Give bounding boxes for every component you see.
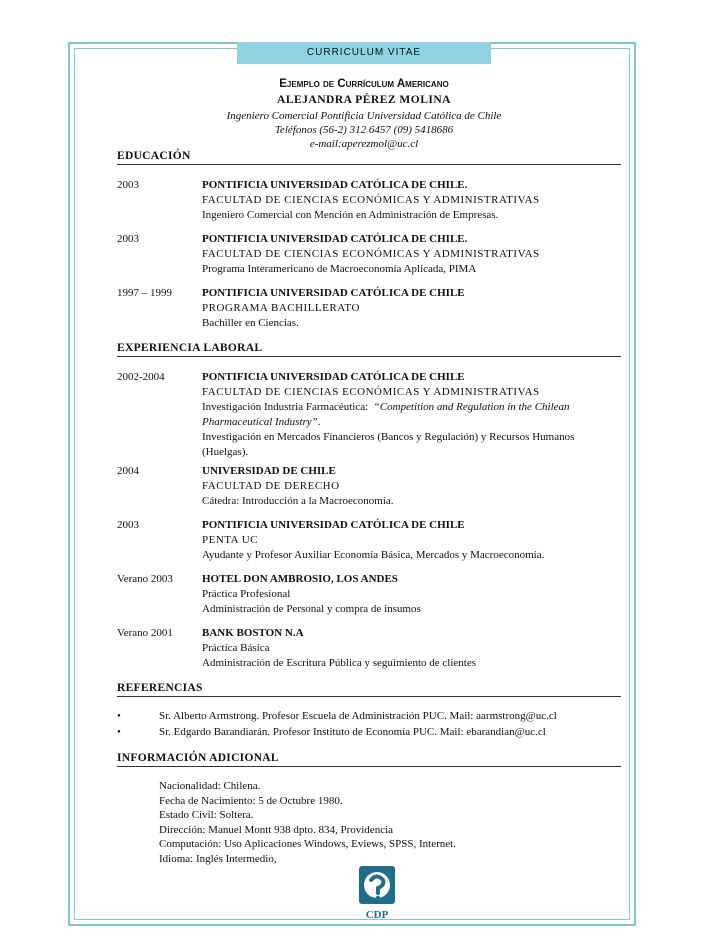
section-heading-experience: EXPERIENCIA LABORAL bbox=[117, 342, 621, 357]
candidate-phones: Teléfonos (56-2) 312 6457 (09) 5418686 bbox=[274, 124, 454, 136]
bullet: • bbox=[117, 726, 121, 738]
candidate-name: ALEJANDRA PÉREZ MOLINA bbox=[277, 94, 451, 106]
bullet: • bbox=[117, 710, 121, 722]
entry-detail: Cátedra: Introducción a la Macroeconomía. bbox=[202, 495, 394, 507]
entry-institution: PONTIFICIA UNIVERSIDAD CATÓLICA DE CHILE bbox=[202, 371, 465, 383]
candidate-email: e-mail:aperezmol@uc.cl bbox=[309, 138, 419, 150]
entry-faculty: FACULTAD DE CIENCIAS ECONÓMICAS Y ADMINISTRATIVAS bbox=[202, 386, 540, 398]
entry-date: 2003 bbox=[117, 519, 139, 531]
entry-detail: Programa Interamericano de Macroeconomía Aplicada, PIMA bbox=[202, 263, 477, 275]
entry-institution: PONTIFICIA UNIVERSIDAD CATÓLICA DE CHILE. bbox=[202, 179, 468, 191]
entry-institution: BANK BOSTON N.A bbox=[202, 627, 304, 639]
info-line: Fecha de Nacimiento: 5 de Octubre 1980. bbox=[159, 794, 343, 807]
entry-institution: HOTEL DON AMBROSIO, LOS ANDES bbox=[202, 573, 398, 585]
entry-detail: Investigación Industria Farmacéutica: “Competition and Regulation in the Chilean Pharmaceutical Industry”. bbox=[202, 401, 570, 428]
entry-date: Verano 2001 bbox=[117, 627, 173, 639]
entry-date: 2002-2004 bbox=[117, 371, 165, 383]
entry-detail: Bachiller en Ciencias. bbox=[202, 317, 299, 329]
entry-faculty: Práctica Básica bbox=[202, 642, 270, 654]
entry-institution: PONTIFICIA UNIVERSIDAD CATÓLICA DE CHILE. bbox=[202, 233, 468, 245]
entry-faculty: FACULTAD DE CIENCIAS ECONÓMICAS Y ADMINISTRATIVAS bbox=[202, 194, 540, 206]
section-heading-additional: INFORMACIÓN ADICIONAL bbox=[117, 752, 621, 767]
entry-date: Verano 2003 bbox=[117, 573, 173, 585]
info-line: Computación: Uso Aplicaciones Windows, Eviews, SPSS, Internet. bbox=[159, 838, 456, 850]
entry-faculty: PROGRAMA BACHILLERATO bbox=[202, 302, 360, 314]
example-title: Ejemplo de Currículum Americano bbox=[279, 78, 449, 90]
entry-faculty: FACULTAD DE DERECHO bbox=[202, 480, 340, 492]
entry-institution: PONTIFICIA UNIVERSIDAD CATÓLICA DE CHILE bbox=[202, 519, 465, 531]
entry-date: 2004 bbox=[117, 465, 139, 477]
svg-text:CDP: CDP bbox=[365, 909, 389, 921]
entry-faculty: Práctica Profesional bbox=[202, 588, 291, 600]
section-heading-education: EDUCACIÓN bbox=[117, 150, 621, 165]
entry-detail: Administración de Escritura Pública y seguimiento de clientes bbox=[202, 657, 477, 669]
entry-detail: Ayudante y Profesor Auxiliar Economía Básica, Mercados y Macroeconomía. bbox=[202, 549, 545, 561]
entry-faculty: PENTA UC bbox=[202, 534, 258, 546]
entry-date: 1997 – 1999 bbox=[117, 287, 172, 299]
info-line: Estado Civil: Soltera. bbox=[159, 809, 254, 821]
entry-date: 2003 bbox=[117, 179, 139, 191]
entry-detail: Investigación en Mercados Financieros (Bancos y Regulación) y Recursos Humanos (Huelgas). bbox=[202, 431, 575, 458]
info-line: Nacionalidad: Chilena. bbox=[159, 780, 261, 792]
entry-institution: UNIVERSIDAD DE CHILE bbox=[202, 465, 336, 477]
cdp-logo bbox=[355, 864, 399, 924]
reference-text: Sr. Alberto Armstrong. Profesor Escuela de Administración PUC. Mail: aarmstrong@uc.cl bbox=[159, 710, 557, 722]
entry-faculty: FACULTAD DE CIENCIAS ECONÓMICAS Y ADMINISTRATIVAS bbox=[202, 248, 540, 260]
reference-text: Sr. Edgardo Barandiarán. Profesor Instituto de Economía PUC. Mail: ebarandian@uc.cl bbox=[159, 726, 546, 738]
entry-detail: Ingeniero Comercial con Mención en Administración de Empresas. bbox=[202, 209, 499, 221]
entry-detail: Administración de Personal y compra de insumos bbox=[202, 603, 421, 615]
info-line: Dirección: Manuel Montt 938 dpto. 834, Providencia bbox=[159, 823, 394, 836]
entry-date: 2003 bbox=[117, 233, 139, 245]
candidate-degree: Ingeniero Comercial Pontificia Universidad Católica de Chile bbox=[226, 110, 502, 122]
info-line: Idioma: Inglés Intermedio, bbox=[159, 852, 277, 865]
section-heading-references: REFERENCIAS bbox=[117, 682, 621, 697]
entry-institution: PONTIFICIA UNIVERSIDAD CATÓLICA DE CHILE bbox=[202, 287, 465, 299]
cv-title-tab: CURRICULUM VITAE bbox=[237, 42, 491, 64]
additional-info bbox=[159, 779, 456, 866]
